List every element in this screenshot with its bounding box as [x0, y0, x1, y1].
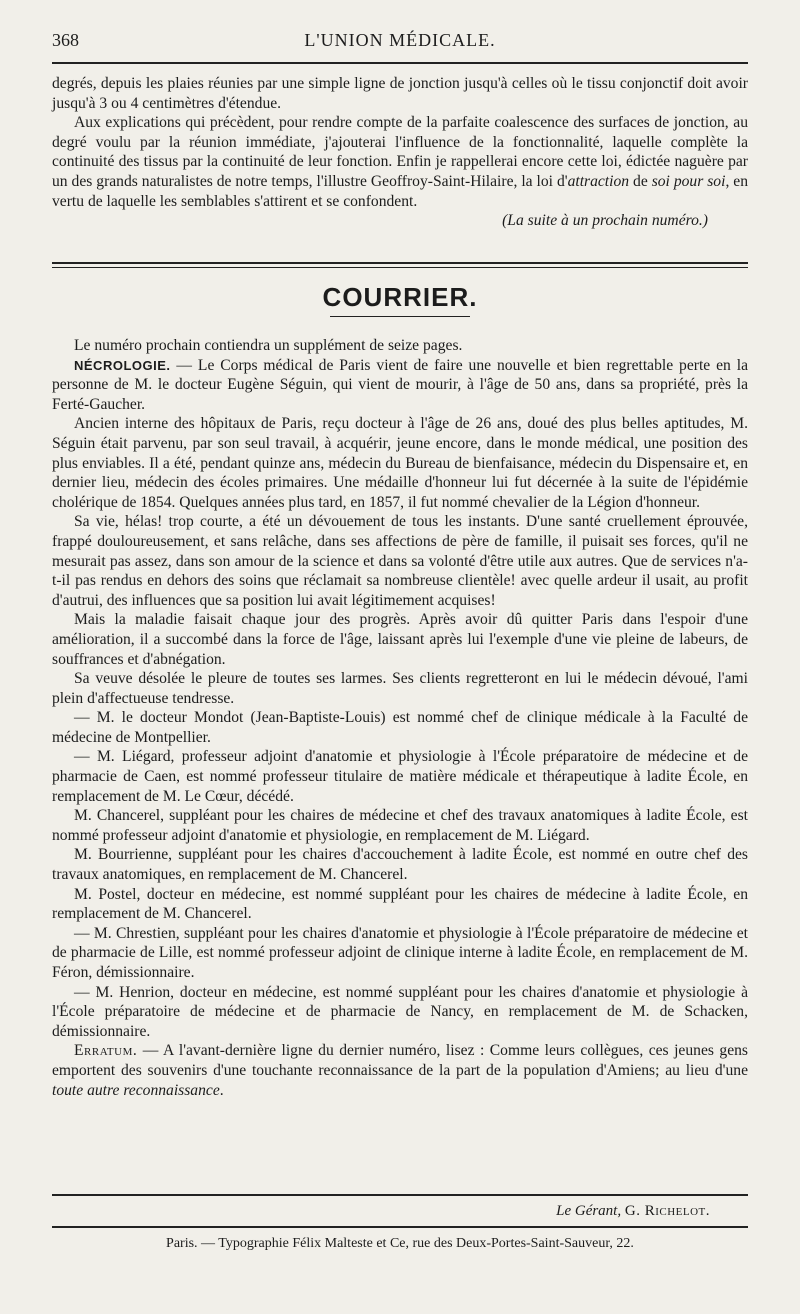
henrion-paragraph: — M. Henrion, docteur en médecine, est nommé suppléant pour les chaires d'anatomie et physiologie à l'École préparatoire de médecine et de pharmacie de Nancy, en remplacement de M. de Schacken, démissionnaire.	[52, 983, 748, 1040]
footer-rule-top	[52, 1194, 748, 1196]
necrology-paragraph	[52, 356, 748, 415]
mondot-paragraph: — M. le docteur Mondot (Jean-Baptiste-Louis) est nommé chef de clinique médicale à la Faculté de médecine de Montpellier.	[52, 709, 748, 746]
bourrienne-paragraph: M. Bourrienne, suppléant pour les chaires d'accouchement à ladite École, est nommé en outre chef des travaux anatomiques, en remplacement de M. Chancerel.	[52, 846, 748, 884]
postel-paragraph: M. Postel, docteur en médecine, est nommé suppléant pour les chaires de médecine à ladite École, en remplacement de M. Chancerel.	[52, 885, 748, 923]
liegard-paragraph: — M. Liégard, professeur adjoint d'anatomie et physiologie à l'École préparatoire de médecine et de pharmacie de Caen, est nommé professeur titulaire de matière médicale et thérapeutique à ladite École, en remplacement de M. Le Cœur, décédé.	[52, 748, 748, 805]
continued-note: (La suite à un prochain numéro.)	[502, 212, 708, 230]
intro-p2-text: Aux explications qui précèdent, pour rendre compte de la parfaite coalescence des surfaces de jonction, au degré voulu par la réunion immédiate, j'ajouterai l'influence de la fonctionnalité, laquelle complète la continuité des tissus par la continuité de leur fonction. Enfin je rappellerai encore cette loi, édictée naguère par un des grands naturalistes de notre temps, l'illustre Geoffroy-Saint-Hilaire, la loi d'	[52, 114, 748, 190]
necrology-text: — Le Corps médical de Paris vient de faire une nouvelle et bien regrettable perte en la personne de M. le docteur Eugène Séguin, qui vient de mourir, à l'âge de 50 ans, dans sa propriété, près la Ferté-Gaucher.	[52, 356, 748, 413]
section-title-courrier: COURRIER.	[322, 282, 478, 312]
gerant-name: G. Richelot.	[624, 1203, 710, 1219]
career-paragraph: Ancien interne des hôpitaux de Paris, reçu docteur à l'âge de 26 ans, doué des plus belles aptitudes, M. Séguin était parvenu, par son seul travail, à acquérir, jeune encore, dans le monde médical, une position des plus enviables. Il a été, pendant quinze ans, médecin du Bureau de bienfaisance, médecin du Dispensaire et, en dernier lieu, médecin des écoles primaires. Une médaille d'honneur lui fut décernée à la suite de l'épidémie cholérique de 1854. Quelques années plus tard, en 1857, il fut nommé chevalier de la Légion d'honneur.	[52, 415, 748, 511]
courrier-section	[52, 336, 748, 1100]
running-title: L'UNION MÉDICALE.	[304, 30, 496, 50]
page-number: 368	[52, 30, 79, 50]
chancerel-paragraph: M. Chancerel, suppléant pour les chaires de médecine et chef des travaux anatomiques à ladite École, est nommé professeur adjoint d'anatomie et physiologie, en remplacement de M. Liégard.	[52, 807, 748, 844]
footer-rule-bottom	[52, 1226, 748, 1228]
intro-p2-emphasis-1: attraction	[567, 172, 630, 190]
gerant-signature	[556, 1203, 710, 1220]
intro-section	[52, 74, 748, 231]
gerant-label: Le Gérant,	[556, 1203, 622, 1219]
erratum-label: Erratum.	[74, 1042, 138, 1060]
printer-imprint: Paris. — Typographie Félix Malteste et Ce, rue des Deux-Portes-Saint-Sauveur, 22.	[166, 1236, 634, 1251]
intro-p2-emphasis-2: soi pour soi	[651, 172, 726, 190]
widow-paragraph: Sa veuve désolée le pleure de toutes ses larmes. Ses clients regretteront en lui le médecin dévoué, l'ami plein d'affectueuse tendresse.	[52, 670, 748, 707]
erratum-text: — A l'avant-dernière ligne du dernier numéro, lisez : Comme leurs collègues, ces jeunes gens emportent des souvenirs d'une touchante reconnaissance de la part de la population d'Amiens; au lieu d'une	[52, 1042, 748, 1079]
intro-p2-mid: de	[629, 172, 652, 190]
necrology-label: NÉCROLOGIE.	[74, 357, 171, 373]
section-title-underline	[330, 316, 470, 317]
illness-paragraph: Mais la maladie faisait chaque jour des progrès. Après avoir dû quitter Paris dans l'espoir d'une amélioration, il a succombé dans la force de l'âge, laissant après lui l'exemple d'une vie pleine de labeurs, de souffrances et d'abnégation.	[52, 611, 748, 668]
life-paragraph: Sa vie, hélas! trop courte, a été un dévouement de tous les instants. D'une santé cruellement éprouvée, frappé douloureusement, et sans relâche, dans ses affections de père de famille, il puisait ses forces, qu'il ne mesurait pas assez, dans son amour de la science et dans sa volonté d'être utile aux autres. Que de services n'a-t-il pas rendus en dehors des soins que réclamait sa nombreuse clientèle! avec quelle ardeur il usait, au profit d'autrui, des influences que sa position lui avait légitimement acquises!	[52, 513, 748, 609]
section-double-rule-bottom	[52, 267, 748, 268]
intro-p2-end: , en vertu de laquelle les semblables s'attirent et se confondent.	[52, 172, 748, 210]
header-rule	[52, 62, 748, 64]
erratum-paragraph	[52, 1041, 748, 1100]
section-double-rule-top	[52, 262, 748, 264]
intro-paragraph-2	[52, 113, 748, 211]
intro-paragraph-1: degrés, depuis les plaies réunies par une simple ligne de jonction jusqu'à celles où le tissu conjonctif doit avoir jusqu'à 3 ou 4 centimètres d'étendue.	[52, 75, 748, 112]
erratum-emphasis: toute autre reconnaissance	[52, 1081, 220, 1099]
page-header	[52, 30, 748, 56]
erratum-end: .	[219, 1081, 224, 1099]
chrestien-paragraph: — M. Chrestien, suppléant pour les chaires d'anatomie et physiologie à l'École préparatoire de médecine et de pharmacie de Lille, est nommé professeur adjoint de clinique interne à ladite École, en remplacement de M. Féron, démissionnaire.	[52, 924, 748, 981]
supplement-paragraph: Le numéro prochain contiendra un supplément de seize pages.	[74, 337, 463, 354]
